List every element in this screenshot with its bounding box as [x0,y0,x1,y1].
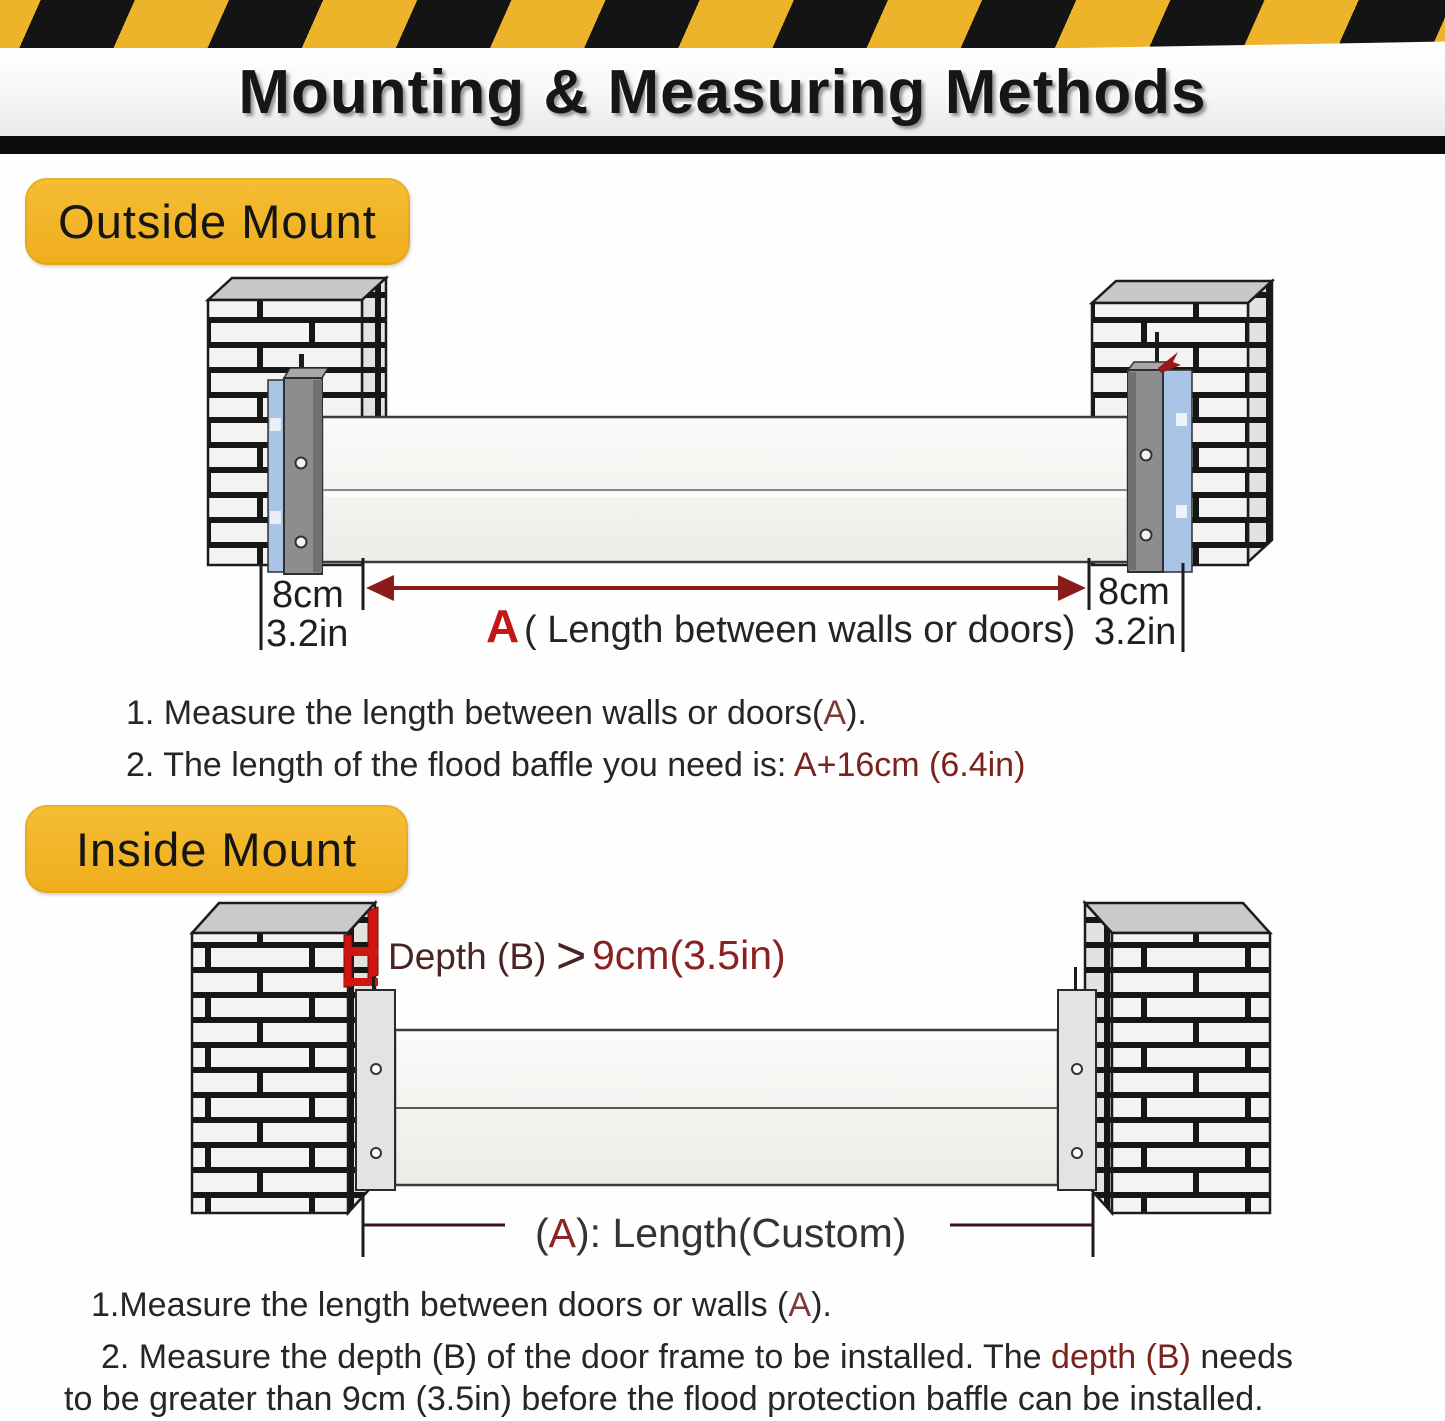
step-em: A [823,694,847,732]
span-letter-label: A [486,600,520,652]
page-title: Mounting & Measuring Methods [238,57,1207,127]
outside-mount-diagram [0,270,1445,690]
flood-baffle [322,417,1128,562]
right-gap-cm-label: 8cm [1098,571,1170,613]
screw-hole [1072,1064,1082,1074]
inside-mount-badge: Inside Mount [25,805,408,893]
inside-step-1 [91,1286,832,1325]
step-text: ). [846,694,867,732]
step-em: A+16cm (6.4in) [793,746,1026,784]
left-gap-cm-label: 8cm [272,574,344,616]
screw-hole [1141,450,1152,461]
screw-hole [371,1148,381,1158]
arrowhead-right-icon [1058,575,1086,601]
step-text: to be greater than 9cm (3.5in) before the flood protection baffle can be installed. [64,1380,1264,1418]
step-em: depth (B) [1051,1338,1191,1376]
outside-step-1 [126,694,867,733]
screw-hole [1141,530,1152,541]
right-mounting-plate [1058,967,1096,1190]
step-text: ). [811,1286,832,1324]
depth-value-label: 9cm(3.5in) [592,932,786,978]
left-mounting-plate [356,990,395,1190]
arrowhead-left-icon [366,575,394,601]
inside-step-2-line-2 [64,1380,1264,1419]
length-label: (A): Length(Custom) [535,1210,907,1256]
depth-label [388,927,786,985]
left-gap-in-label: 3.2in [266,613,349,655]
step-em: A [788,1286,812,1324]
right-gap-in-label: 3.2in [1094,611,1177,653]
depth-pre-label: Depth (B) [388,936,547,977]
step-text: 1.Measure the length between doors or walls ( [91,1286,789,1324]
outside-mount-badge: Outside Mount [25,178,410,265]
screw-hole [296,458,307,469]
flood-baffle [395,1030,1058,1185]
span-caption-label: ( Length between walls or doors) [524,609,1076,651]
step-text: 2. The length of the flood baffle you need is: [126,746,794,784]
screw-hole [371,1064,381,1074]
screw-hole [1072,1148,1082,1158]
step-text: 1. Measure the length between walls or doors( [126,694,824,732]
outside-measurement [261,558,1183,655]
right-pin [1074,967,1077,990]
left-mounting-channel [268,354,328,574]
banner-divider-bar [0,136,1445,154]
title-band [0,48,1445,136]
screw-hole [296,537,307,548]
right-brick-pillar [1085,903,1270,1213]
inside-mount-diagram [0,895,1445,1280]
inside-step-2-line-1 [101,1338,1293,1377]
inside-measurement [363,1193,1093,1257]
step-text: needs [1190,1338,1293,1376]
outside-step-2 [126,746,1025,785]
caution-banner [0,0,1445,155]
greater-than-sign: > [556,927,587,985]
step-text: 2. Measure the depth (B) of the door frame to be installed. The [101,1338,1052,1376]
